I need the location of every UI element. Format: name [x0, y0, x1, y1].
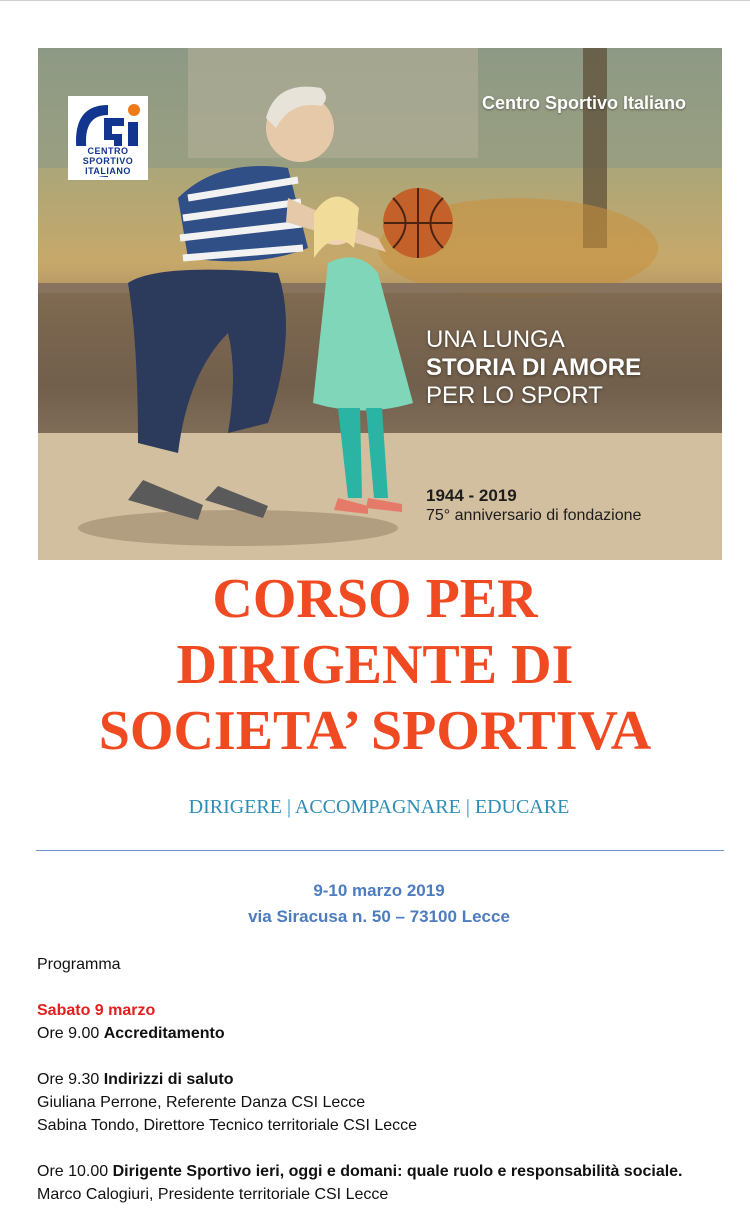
item-time: Ore 9.30 [37, 1071, 100, 1088]
item-speaker: Giuliana Perrone, Referente Danza CSI Lecce [37, 1094, 366, 1111]
program [37, 953, 737, 1206]
item-speaker: Sabina Tondo, Direttore Tecnico territoriale CSI Lecce [37, 1117, 418, 1134]
item-title: Accreditamento [103, 1025, 225, 1042]
anniversary-years: 1944 - 2019 [426, 486, 517, 505]
title-line: DIRIGENTE DI [176, 634, 574, 696]
item-title: Indirizzi di saluto [103, 1071, 234, 1088]
section-divider [36, 850, 724, 851]
event-info [0, 878, 750, 930]
logo-word: CENTRO [87, 146, 129, 156]
event-dates: 9-10 marzo 2019 [313, 881, 445, 900]
anniversary [426, 486, 641, 526]
slogan-line: PER LO SPORT [426, 382, 603, 409]
item-time: Ore 10.00 [37, 1163, 109, 1180]
program-heading: Programma [37, 956, 121, 973]
program-day: Sabato 9 marzo [37, 1002, 156, 1019]
program-item [37, 1022, 737, 1045]
top-divider [0, 0, 750, 1]
course-title [0, 566, 750, 764]
program-item [37, 1068, 737, 1091]
item-time: Ore 9.00 [37, 1025, 100, 1042]
item-title: Dirigente Sportivo ieri, oggi e domani: quale ruolo e responsabilità sociale. [112, 1163, 683, 1180]
item-speaker: Marco Calogiuri, Presidente territoriale CSI Lecce [37, 1186, 389, 1203]
tagline: DIRIGERE | ACCOMPAGNARE | EDUCARE [188, 796, 570, 818]
anniversary-text: 75° anniversario di fondazione [426, 507, 642, 524]
title-line: SOCIETA’ SPORTIVA [98, 700, 652, 762]
hero-image [38, 48, 722, 560]
title-line: CORSO PER [212, 568, 538, 630]
slogan-line: STORIA DI AMORE [426, 354, 642, 381]
slogan-line: UNA LUNGA [426, 326, 565, 353]
logo-word: SPORTIVO [82, 156, 134, 166]
slogan [426, 326, 641, 410]
logo-word: ITALIANO [85, 166, 131, 176]
logo-caption [68, 146, 148, 176]
brand-name: Centro Sportivo Italiano [481, 93, 686, 113]
program-item [37, 1160, 737, 1183]
event-address: via Siracusa n. 50 – 73100 Lecce [248, 907, 510, 926]
